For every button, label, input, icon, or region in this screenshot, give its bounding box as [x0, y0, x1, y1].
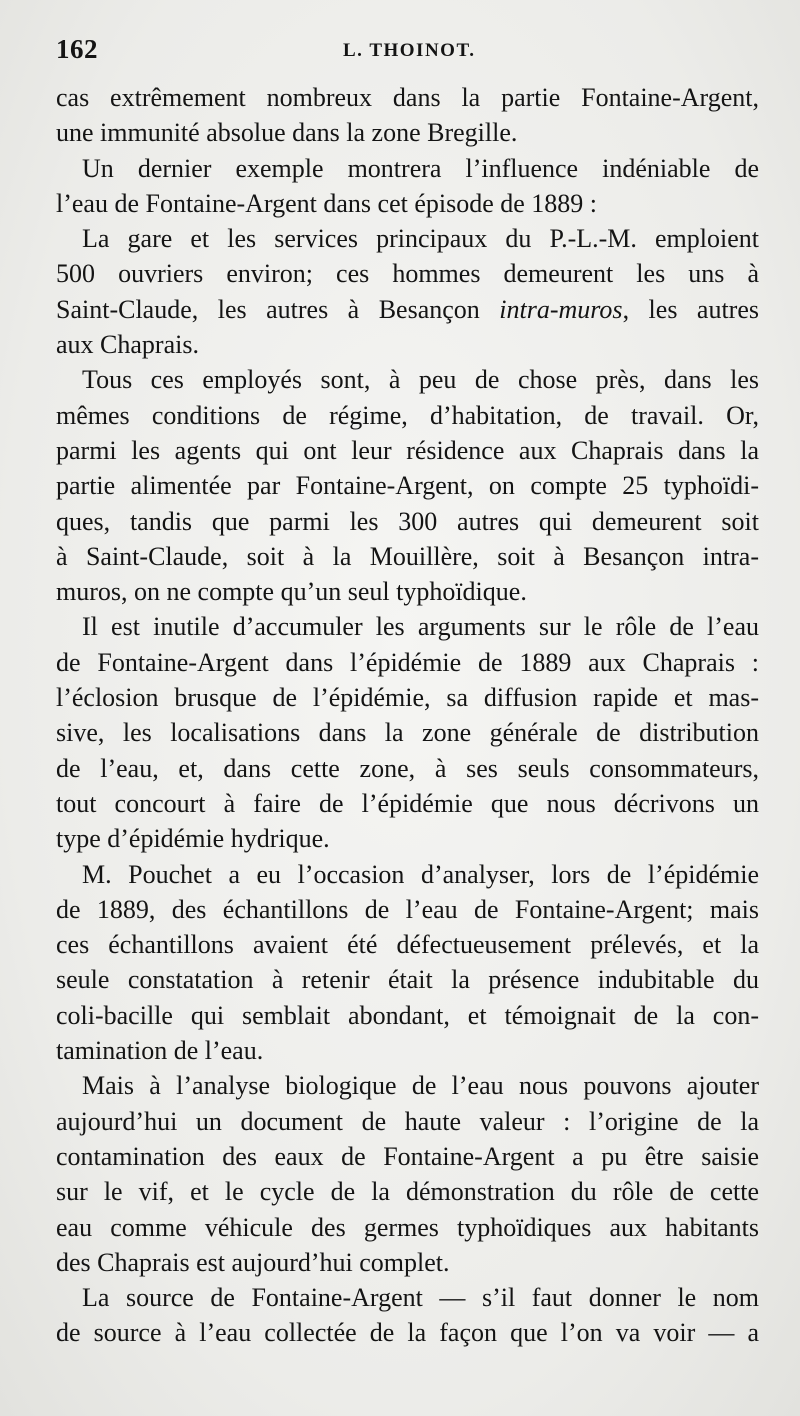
italic-text: intra-muros: [499, 294, 623, 324]
text-line: de Fontaine-Argent dans l’épidémie de 1889 aux Chaprais :: [56, 647, 759, 677]
text-line: partie alimentée par Fontaine-Argent, on compte 25 typhoïdi-: [56, 471, 759, 501]
body-text: [56, 80, 759, 1351]
text-line: sive, les localisations dans la zone générale de distribution: [56, 718, 759, 748]
text-line: l’éclosion brusque de l’épidémie, sa diffusion rapide et mas-: [56, 683, 759, 713]
text-line: Un dernier exemple montrera l’influence indéniable de: [82, 153, 759, 183]
text-line: de 1889, des échantillons de l’eau de Fontaine-Argent; mais: [56, 894, 759, 924]
text-segment: Saint-Claude, les autres à Besançon: [56, 294, 500, 324]
text-line: Il est inutile d’accumuler les arguments sur le rôle de l’eau: [82, 612, 759, 642]
text-line: M. Pouchet a eu l’occasion d’analyser, lors de l’épidémie: [82, 859, 759, 889]
text-line: aujourd’hui un document de haute valeur : l’origine de la: [56, 1106, 759, 1136]
text-line: parmi les agents qui ont leur résidence aux Chaprais dans la: [56, 435, 759, 465]
text-line: muros, on ne compte qu’un seul typhoïdique.: [56, 577, 527, 607]
text-line: Mais à l’analyse biologique de l’eau nous pouvons ajouter: [82, 1071, 759, 1101]
text-line: l’eau de Fontaine-Argent dans cet épisode de 1889 :: [56, 188, 598, 218]
text-line: ces échantillons avaient été défectueusement prélevés, et la: [56, 930, 759, 960]
text-segment: , les autres: [622, 294, 759, 324]
page-number: 162: [56, 34, 98, 64]
text-line: aux Chaprais.: [56, 330, 199, 360]
text-line: eau comme véhicule des germes typhoïdiques aux habitants: [56, 1212, 759, 1242]
text-line: La source de Fontaine-Argent — s’il faut donner le nom: [82, 1283, 759, 1313]
text-line: type d’épidémie hydrique.: [56, 824, 330, 854]
text-line: de source à l’eau collectée de la façon que l’on va voir — a: [56, 1318, 759, 1348]
text-line: [56, 292, 759, 327]
running-head: L. THOINOT.: [343, 40, 476, 61]
text-line: 500 ouvriers environ; ces hommes demeurent les uns à: [56, 259, 759, 289]
text-line: tout concourt à faire de l’épidémie que nous décrivons un: [56, 788, 759, 818]
text-line: tamination de l’eau.: [56, 1036, 264, 1066]
text-line: La gare et les services principaux du P.-L.-M. emploient: [82, 224, 759, 254]
text-line: à Saint-Claude, soit à la Mouillère, soit à Besançon intra-: [56, 541, 759, 571]
text-line: mêmes conditions de régime, d’habitation, de travail. Or,: [56, 400, 759, 430]
text-line: coli-bacille qui semblait abondant, et témoignait de la con-: [56, 1000, 759, 1030]
text-line: Tous ces employés sont, à peu de chose près, dans les: [82, 365, 759, 395]
text-line: ques, tandis que parmi les 300 autres qui demeurent soit: [56, 506, 759, 536]
text-line: des Chaprais est aujourd’hui complet.: [56, 1247, 450, 1277]
text-line: seule constatation à retenir était la présence indubitable du: [56, 965, 759, 995]
text-line: cas extrêmement nombreux dans la partie Fontaine-Argent,: [56, 83, 759, 112]
text-line: contamination des eaux de Fontaine-Argent a pu être saisie: [56, 1141, 759, 1171]
text-line: de l’eau, et, dans cette zone, à ses seuls consommateurs,: [56, 753, 759, 783]
text-line: sur le vif, et le cycle de la démonstration du rôle de cette: [56, 1177, 759, 1207]
text-line: une immunité absolue dans la zone Bregille.: [56, 118, 518, 148]
page-header: [56, 34, 756, 74]
